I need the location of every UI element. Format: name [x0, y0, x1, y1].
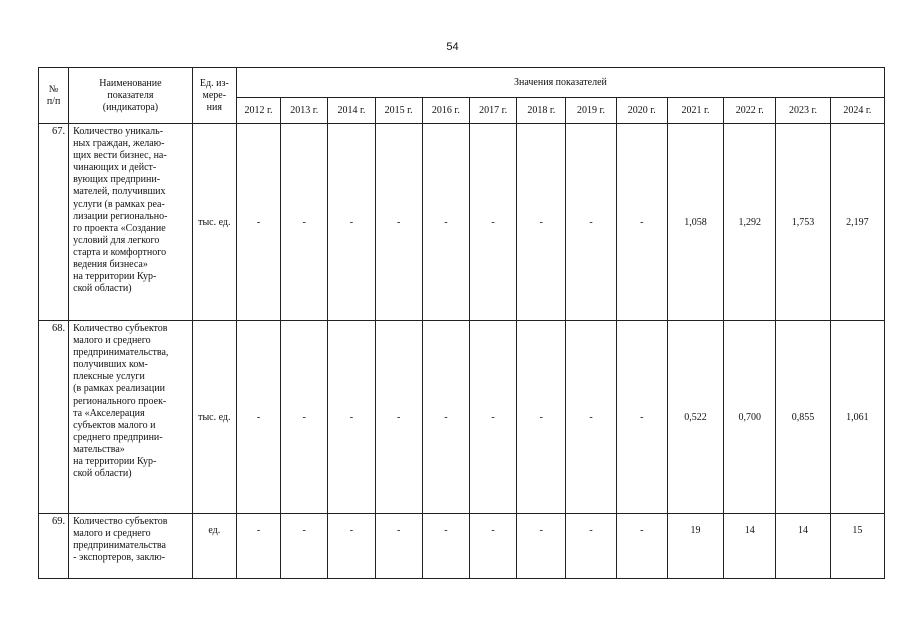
value-cell: - [281, 321, 328, 514]
header-year: 2012 г. [236, 98, 280, 124]
table-row [39, 514, 885, 579]
header-year: 2021 г. [667, 98, 723, 124]
row-unit: тыс. ед. [192, 321, 236, 514]
value-cell: - [422, 124, 469, 321]
row-number: 67. [39, 124, 69, 321]
value-cell: 1,058 [667, 124, 723, 321]
table-row [39, 321, 885, 514]
row-number: 68. [39, 321, 69, 514]
header-name: Наименование показателя (индикатора) [69, 68, 193, 124]
header-num: № п/п [39, 68, 69, 124]
value-cell: - [236, 321, 280, 514]
value-cell: - [517, 514, 566, 579]
value-cell: - [422, 321, 469, 514]
value-cell: 1,292 [724, 124, 776, 321]
row-indicator-name: Количество субъектов малого и среднего предпринимательства - экспортеров, заклю- [69, 514, 193, 579]
value-cell: - [328, 514, 375, 579]
value-cell: - [616, 321, 667, 514]
header-year: 2015 г. [375, 98, 422, 124]
indicators-table [38, 67, 885, 579]
header-year: 2020 г. [616, 98, 667, 124]
value-cell: - [422, 514, 469, 579]
value-cell: 1,753 [776, 124, 830, 321]
header-unit: Ед. из- мере- ния [192, 68, 236, 124]
header-year: 2024 г. [830, 98, 884, 124]
value-cell: - [236, 124, 280, 321]
header-year: 2016 г. [422, 98, 469, 124]
header-year: 2019 г. [566, 98, 616, 124]
value-cell: - [469, 124, 516, 321]
header-year: 2022 г. [724, 98, 776, 124]
value-cell: 2,197 [830, 124, 884, 321]
value-cell: 0,700 [724, 321, 776, 514]
row-indicator-name: Количество субъектов малого и среднего предпринимательства, получивших ком- плексные услуги (в рамках реализации регионального проек- та «Акселерация субъектов малого и среднего предприни- мательства» на территории Кур- ской области) [69, 321, 193, 514]
value-cell: - [375, 514, 422, 579]
value-cell: - [469, 514, 516, 579]
value-cell: - [328, 124, 375, 321]
value-cell: 0,855 [776, 321, 830, 514]
value-cell: - [616, 124, 667, 321]
value-cell: - [517, 124, 566, 321]
value-cell: 15 [830, 514, 884, 579]
value-cell: - [616, 514, 667, 579]
value-cell: - [375, 321, 422, 514]
value-cell: 19 [667, 514, 723, 579]
value-cell: - [517, 321, 566, 514]
header-year: 2014 г. [328, 98, 375, 124]
header-year: 2013 г. [281, 98, 328, 124]
row-number: 69. [39, 514, 69, 579]
value-cell: - [375, 124, 422, 321]
header-year: 2017 г. [469, 98, 516, 124]
row-unit: ед. [192, 514, 236, 579]
header-year: 2018 г. [517, 98, 566, 124]
value-cell: - [469, 321, 516, 514]
value-cell: - [236, 514, 280, 579]
table-row [39, 124, 885, 321]
value-cell: - [566, 514, 616, 579]
value-cell: - [281, 514, 328, 579]
value-cell: 14 [776, 514, 830, 579]
value-cell: 14 [724, 514, 776, 579]
page-number: 54 [446, 41, 459, 53]
value-cell: - [328, 321, 375, 514]
value-cell: - [566, 321, 616, 514]
value-cell: 0,522 [667, 321, 723, 514]
value-cell: 1,061 [830, 321, 884, 514]
value-cell: - [281, 124, 328, 321]
header-year: 2023 г. [776, 98, 830, 124]
value-cell: - [566, 124, 616, 321]
row-indicator-name: Количество уникаль- ных граждан, желаю- щих вести бизнес, на- чинающих и дейст- вующих предприни- мателей, получивших услуги (в рамках реа- лизации регионально- го проекта «Создание условий для легкого старта и комфортного ведения бизнеса» на территории Кур- ской области) [69, 124, 193, 321]
row-unit: тыс. ед. [192, 124, 236, 321]
header-row-top [39, 68, 885, 98]
header-values-group: Значения показателей [236, 68, 884, 98]
